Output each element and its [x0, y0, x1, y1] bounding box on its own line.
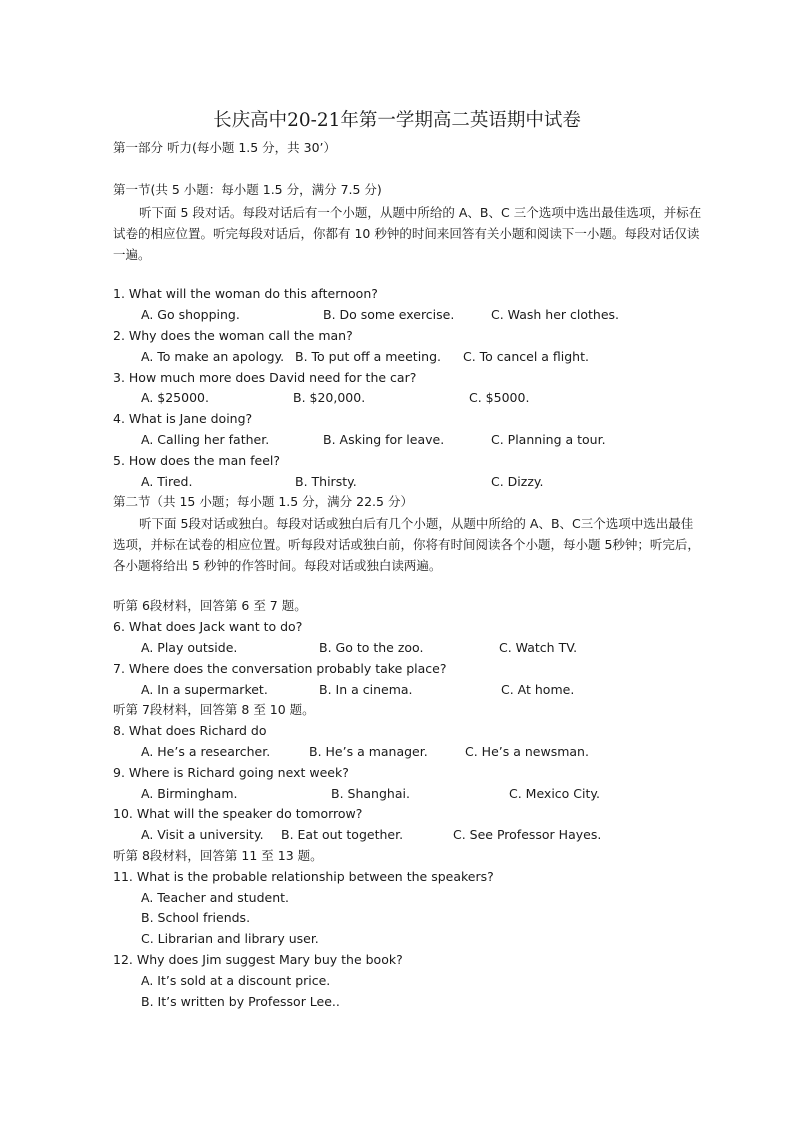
q5-option-a: A. Tired.	[141, 474, 193, 489]
section2-heading: 第二节（共 15 小题；每小题 1.5 分，满分 22.5 分）	[113, 494, 413, 509]
question-1: 1. What will the woman do this afternoon?	[113, 286, 378, 301]
q8-option-c: C. He’s a newsman.	[465, 744, 589, 759]
q9-option-a: A. Birmingham.	[141, 786, 238, 801]
q7-option-c: C. At home.	[501, 682, 575, 697]
q8-option-b: B. He’s a manager.	[309, 744, 428, 759]
q12-option-a: A. It’s sold at a discount price.	[141, 973, 331, 988]
question-5: 5. How does the man feel?	[113, 453, 281, 468]
q5-option-c: C. Dizzy.	[491, 474, 544, 489]
q8-option-a: A. He’s a researcher.	[141, 744, 271, 759]
q10-option-b: B. Eat out together.	[281, 827, 404, 842]
q11-option-b: B. School friends.	[141, 910, 251, 925]
question-8: 8. What does Richard do	[113, 723, 267, 738]
q12-option-b: B. It’s written by Professor Lee..	[141, 994, 340, 1009]
question-7: 7. Where does the conversation probably take place?	[113, 661, 447, 676]
q6-option-a: A. Play outside.	[141, 640, 238, 655]
question-2: 2. Why does the woman call the man?	[113, 328, 353, 343]
q1-option-a: A. Go shopping.	[141, 307, 240, 322]
q2-option-c: C. To cancel a flight.	[463, 349, 589, 364]
question-4: 4. What is Jane doing?	[113, 411, 253, 426]
material-8-heading: 听第 8段材料，回答第 11 至 13 题。	[113, 848, 323, 863]
question-6: 6. What does Jack want to do?	[113, 619, 303, 634]
q10-option-a: A. Visit a university.	[141, 827, 264, 842]
q3-option-c: C. $5000.	[469, 390, 530, 405]
q6-option-c: C. Watch TV.	[499, 640, 578, 655]
q4-option-c: C. Planning a tour.	[491, 432, 606, 447]
q3-option-a: A. $25000.	[141, 390, 209, 405]
material-6-heading: 听第 6段材料，回答第 6 至 7 题。	[113, 598, 307, 613]
q11-option-c: C. Librarian and library user.	[141, 931, 319, 946]
q2-option-b: B. To put off a meeting.	[295, 349, 442, 364]
q7-option-a: A. In a supermarket.	[141, 682, 268, 697]
question-12: 12. Why does Jim suggest Mary buy the book?	[113, 952, 403, 967]
q6-option-b: B. Go to the zoo.	[319, 640, 424, 655]
q4-option-b: B. Asking for leave.	[323, 432, 445, 447]
section1-instructions: 听下面 5 段对话。每段对话后有一个小题，从题中所给的 A、B、C 三个选项中选出最佳选项，并标在试卷的相应位置。听完每段对话后，你都有 10 秒钟的时间来回答有关小题和阅读下一小题。每段对话仅读一遍。	[113, 205, 702, 262]
q3-option-b: B. $20,000.	[293, 390, 366, 405]
q11-option-a: A. Teacher and student.	[141, 890, 289, 905]
exam-title: 长庆高中20-21年第一学期高二英语期中试卷	[213, 110, 581, 131]
q1-option-b: B. Do some exercise.	[323, 307, 455, 322]
material-7-heading: 听第 7段材料，回答第 8 至 10 题。	[113, 702, 315, 717]
question-11: 11. What is the probable relationship between the speakers?	[113, 869, 494, 884]
q1-option-c: C. Wash her clothes.	[491, 307, 620, 322]
q9-option-b: B. Shanghai.	[331, 786, 410, 801]
question-9: 9. Where is Richard going next week?	[113, 765, 349, 780]
part1-heading: 第一部分 听力(每小题 1.5 分，共 30’）	[113, 140, 337, 155]
section2-instructions: 听下面 5段对话或独白。每段对话或独白后有几个小题，从题中所给的 A、B、C三个选项中选出最佳选项，并标在试卷的相应位置。听每段对话或独白前，你将有时间阅读各个小题，每小题 5秒钟；听完后，各小题将给出 5 秒钟的作答时间。每段对话或独白读两遍。	[113, 516, 700, 573]
q2-option-a: A. To make an apology.	[141, 349, 285, 364]
question-3: 3. How much more does David need for the car?	[113, 370, 417, 385]
q7-option-b: B. In a cinema.	[319, 682, 413, 697]
q4-option-a: A. Calling her father.	[141, 432, 270, 447]
q5-option-b: B. Thirsty.	[295, 474, 357, 489]
q9-option-c: C. Mexico City.	[509, 786, 600, 801]
section1-heading: 第一节(共 5 小题：每小题 1.5 分，满分 7.5 分)	[113, 182, 382, 197]
question-10: 10. What will the speaker do tomorrow?	[113, 806, 363, 821]
q10-option-c: C. See Professor Hayes.	[453, 827, 602, 842]
